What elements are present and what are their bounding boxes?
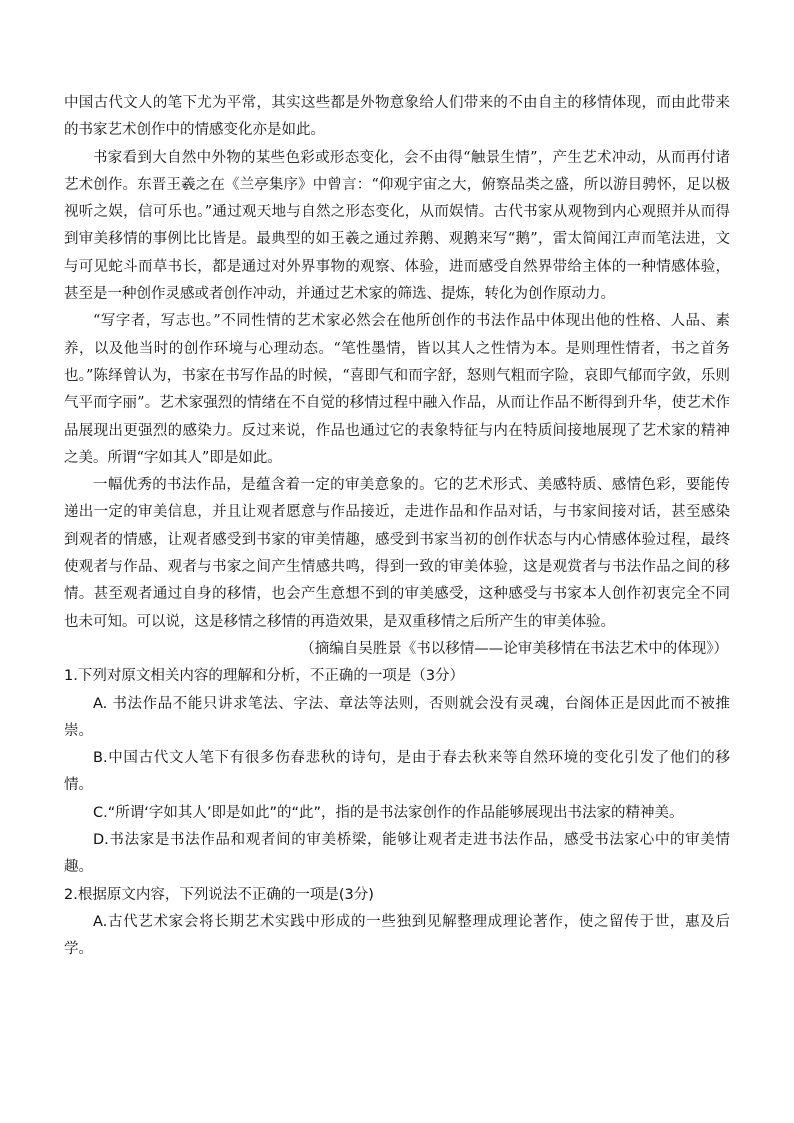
option-a: A.古代艺术家会将长期艺术实践中形成的一些独到见解整理成理论著作，使之留传于世，惠及后学。	[64, 913, 730, 958]
passage-paragraph: 中国古代文人的笔下尤为平常，其实这些都是外物意象给人们带来的不由自主的移情体现，而由此带来的书家艺术创作中的情感变化亦是如此。	[64, 95, 730, 139]
passage-source: （摘编自吴胜景《书以移情——论审美移情在书法艺术中的体现》）	[300, 640, 728, 657]
question-stem: 2.根据原文内容，下列说法不正确的一项是(3分)	[64, 886, 374, 903]
exam-page	[64, 90, 730, 964]
question-stem: 1.下列对原文相关内容的理解和分析，不正确的一项是（3分）	[64, 668, 465, 685]
question-1	[64, 663, 730, 881]
passage-paragraph: 一幅优秀的书法作品，是蕴含着一定的审美意象的。它的艺术形式、美感特质、感情色彩，要能传递出一定的审美信息，并且让观者愿意与作品接近，走进作品和作品对话，与书家间接对话，甚至感染到观者的情感，让观者感受到书家的审美情趣，感受到书家当初的创作状态与内心情感体验过程，最终使观者与作品、观者与书家之间产生情感共鸣，得到一致的审美体验，这是观赏者与书法作品之间的移情。甚至观者通过自身的移情，也会产生意想不到的审美感受，这种感受与书家本人创作初衷完全不同也未可知。可以说，这是移情之移情的再造效果，是双重移情之后所产生的审美体验。	[64, 477, 730, 630]
reading-passage	[64, 90, 730, 663]
option-b: B.中国古代文人笔下有很多伤春悲秋的诗句，是由于春去秋来等自然环境的变化引发了他们的移情。	[64, 750, 730, 794]
option-a: A. 书法作品不能只讲求笔法、字法、章法等法则，否则就会没有灵魂，台阁体正是因此而不被推崇。	[64, 695, 730, 739]
passage-paragraph: 书家看到大自然中外物的某些色彩或形态变化，会不由得“触景生情”，产生艺术冲动，从而再付诸艺术创作。东晋王羲之在《兰亭集序》中曾言：“仰观宇宙之大，俯察品类之盛，所以游目骋怀，足以极视听之娱，信可乐也。”通过观天地与自然之形态变化，从而娱情。古代书家从观物到内心观照并从而得到审美移情的事例比比皆是。最典型的如王羲之通过养鹅、观鹅来写“鹅”，雷太简闻江声而笔法进，文与可见蛇斗而草书长，都是通过对外界事物的观察、体验，进而感受自然界带给主体的一种情感体验，甚至是一种创作灵感或者创作冲动，并通过艺术家的筛选、提炼，转化为创作原动力。	[64, 149, 730, 303]
option-d: D.书法家是书法作品和观者间的审美桥梁，能够让观者走进书法作品，感受书法家心中的审美情趣。	[64, 832, 730, 876]
option-c: C.“所谓‘字如其人’即是如此”的“此”，指的是书法家创作的作品能够展现出书法家的精神美。	[93, 804, 684, 821]
question-2	[64, 882, 730, 964]
passage-paragraph: “写字者，写志也。”不同性情的艺术家必然会在他所创作的书法作品中体现出他的性格、人品、素养，以及他当时的创作环境与心理动态。“笔性墨情，皆以其人之性情为本。是则理性情者，书之首务也。”陈绎曾认为，书家在书写作品的时候，“喜即气和而字舒，怒则气粗而字险，哀即气郁而字敛，乐则气平而字丽”。艺术家强烈的情绪在不自觉的移情过程中融入作品，从而让作品不断得到升华，使艺术作品展现出更强烈的感染力。反过来说，作品也通过它的表象特征与内在特质间接地展现了艺术家的精神之美。所谓“字如其人”即是如此。	[64, 313, 730, 466]
